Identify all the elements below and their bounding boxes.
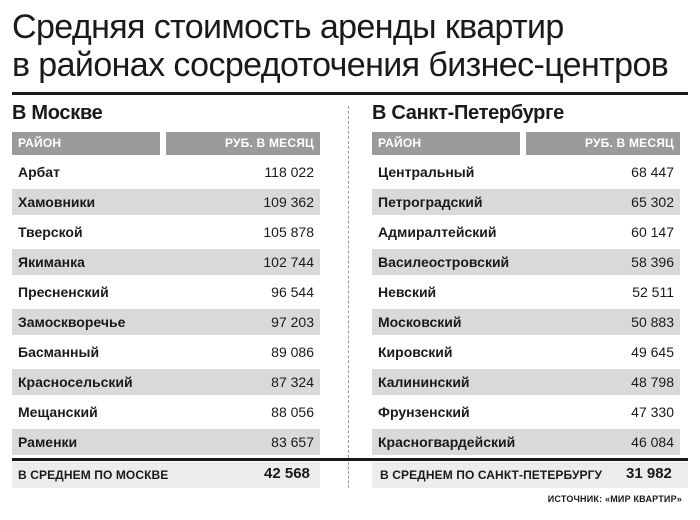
district-name: Красносельский <box>18 374 133 390</box>
table-row <box>12 429 320 455</box>
district-price: 87 324 <box>271 374 314 390</box>
page-title <box>12 8 692 84</box>
moscow-table-header <box>12 132 320 155</box>
district-name: Центральный <box>378 164 475 180</box>
spb-heading: В Санкт-Петербурге <box>372 102 564 124</box>
spb-table-header <box>372 132 680 155</box>
table-row <box>12 399 320 425</box>
table-row <box>372 369 680 395</box>
moscow-col-district: РАЙОН <box>12 132 160 155</box>
table-row <box>12 159 320 185</box>
district-price: 48 798 <box>631 374 674 390</box>
table-row <box>372 189 680 215</box>
district-name: Хамовники <box>18 194 96 210</box>
table-row <box>12 189 320 215</box>
table-row <box>12 219 320 245</box>
district-name: Якиманка <box>18 254 85 270</box>
title-line-2: в районах сосредоточения бизнес-центров <box>12 46 669 84</box>
district-price: 50 883 <box>631 314 674 330</box>
district-name: Арбат <box>18 164 60 180</box>
table-row <box>12 369 320 395</box>
district-price: 118 022 <box>264 164 314 180</box>
table-row <box>12 279 320 305</box>
district-name: Калининский <box>378 374 470 390</box>
moscow-average-label: В СРЕДНЕМ ПО МОСКВЕ <box>18 468 169 482</box>
table-row <box>12 249 320 275</box>
district-name: Кировский <box>378 344 453 360</box>
spb-average-label: В СРЕДНЕМ ПО САНКТ-ПЕТЕРБУРГУ <box>380 468 603 482</box>
spb-col-district: РАЙОН <box>372 132 520 155</box>
district-price: 46 084 <box>631 434 674 450</box>
column-divider <box>348 106 349 458</box>
spb-col-price: РУБ. В МЕСЯЦ <box>526 132 680 155</box>
top-rule <box>12 92 688 95</box>
table-row <box>372 399 680 425</box>
district-price: 60 147 <box>631 224 674 240</box>
source-note: ИСТОЧНИК: «МИР КВАРТИР» <box>547 494 682 504</box>
district-name: Василеостровский <box>378 254 510 270</box>
table-row <box>372 159 680 185</box>
district-price: 68 447 <box>631 164 674 180</box>
district-name: Пресненский <box>18 284 109 300</box>
table-row <box>372 219 680 245</box>
district-price: 102 744 <box>263 254 314 270</box>
district-price: 52 511 <box>632 284 674 300</box>
district-name: Фрунзенский <box>378 404 470 420</box>
district-name: Раменки <box>18 434 78 450</box>
district-name: Адмиралтейский <box>378 224 497 240</box>
moscow-heading: В Москве <box>12 102 103 124</box>
district-price: 89 086 <box>271 344 314 360</box>
district-name: Невский <box>378 284 437 300</box>
district-name: Московский <box>378 314 462 330</box>
moscow-average-value: 42 568 <box>264 465 310 482</box>
district-price: 65 302 <box>631 194 674 210</box>
spb-table-body <box>372 159 680 455</box>
district-name: Мещанский <box>18 404 98 420</box>
table-row <box>372 339 680 365</box>
district-price: 47 330 <box>631 404 674 420</box>
table-row <box>372 309 680 335</box>
spb-average-value: 31 982 <box>626 465 672 482</box>
title-line-1: Средняя стоимость аренды квартир <box>12 8 564 46</box>
table-row <box>12 339 320 365</box>
district-name: Замоскворечье <box>18 314 126 330</box>
district-price: 105 878 <box>263 224 314 240</box>
district-name: Басманный <box>18 344 100 360</box>
moscow-col-price: РУБ. В МЕСЯЦ <box>166 132 320 155</box>
moscow-section <box>12 100 320 459</box>
district-price: 58 396 <box>631 254 674 270</box>
district-price: 109 362 <box>263 194 314 210</box>
average-rule <box>12 458 688 461</box>
district-name: Тверской <box>18 224 83 240</box>
district-price: 49 645 <box>631 344 674 360</box>
spb-section <box>372 100 680 459</box>
district-name: Красногвардейский <box>378 434 516 450</box>
district-price: 83 657 <box>271 434 314 450</box>
table-row <box>372 249 680 275</box>
district-price: 96 544 <box>271 284 314 300</box>
district-price: 88 056 <box>271 404 314 420</box>
moscow-table-body <box>12 159 320 455</box>
average-divider <box>348 462 349 488</box>
table-row <box>12 309 320 335</box>
table-row <box>372 279 680 305</box>
district-name: Петроградский <box>378 194 483 210</box>
district-price: 97 203 <box>271 314 314 330</box>
table-row <box>372 429 680 455</box>
